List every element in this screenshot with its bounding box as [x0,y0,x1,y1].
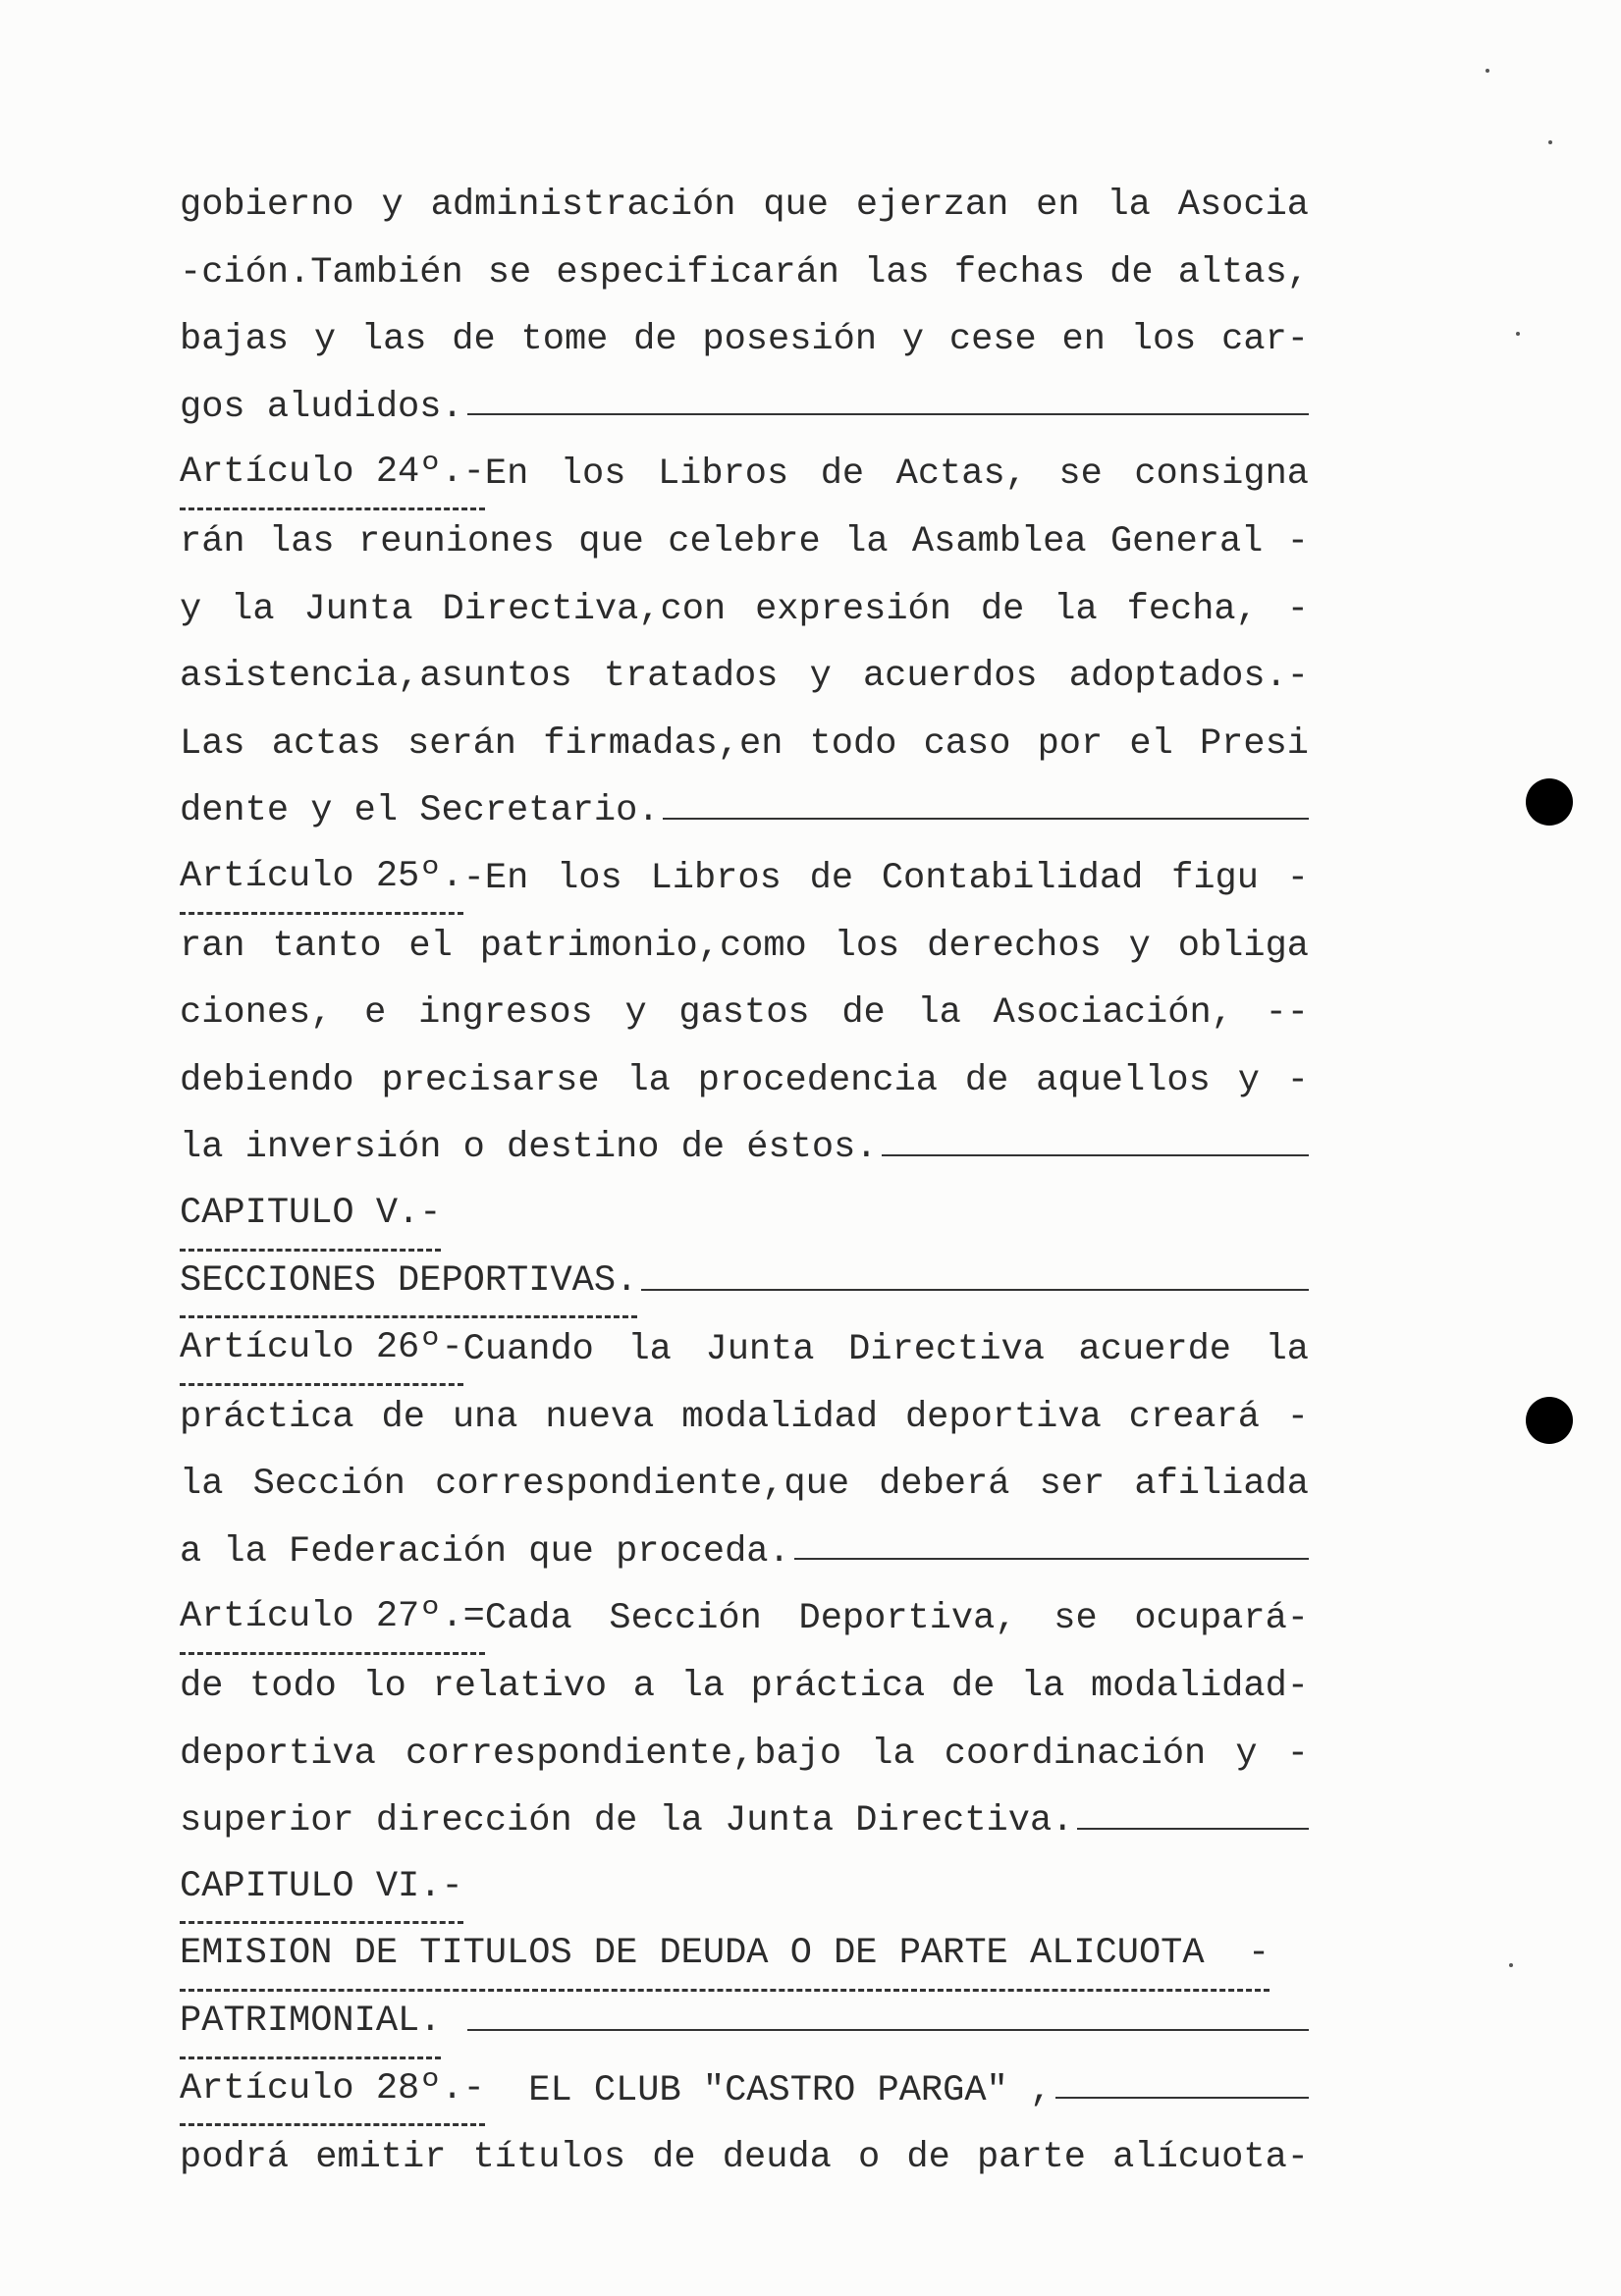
line-text: dente y el Secretario. [180,790,660,832]
text-line [180,1316,1309,1384]
dash-fill-line [467,2029,1309,2031]
underlined-heading: Artículo 25º. [180,843,463,915]
line-text: la Sección correspondiente,que deberá ser afiliada [180,1464,1309,1506]
line-text: superior dirección de la Junta Directiva. [180,1800,1074,1842]
text-line [180,1721,1309,1789]
text-line [180,643,1309,711]
speck [1516,332,1520,336]
text-line [180,845,1309,913]
line-text: rán las reuniones que celebre la Asamblea General - [180,520,1309,562]
dash-fill-line [663,818,1309,820]
text-line [180,1047,1309,1115]
punch-hole [1526,1397,1573,1444]
dash-fill-line [882,1154,1309,1156]
line-text: ciones, e ingresos y gastos de la Asociación, -- [180,992,1309,1035]
speck [1548,140,1552,144]
underlined-heading: Artículo 24º.- [180,439,485,510]
line-text: de todo lo relativo a la práctica de la modalidad- [180,1666,1309,1708]
line-text: deportiva correspondiente,bajo la coordinación y - [180,1733,1309,1775]
text-line [180,2124,1309,2192]
line-text: ran tanto el patrimonio,como los derechos y obliga [180,925,1309,967]
dash-fill-line [467,413,1309,415]
line-text: bajas y las de tome de posesión y cese en los car- [180,319,1309,361]
text-line [180,2057,1309,2125]
underlined-heading: PATRIMONIAL. [180,1988,441,2059]
line-text: asistencia,asuntos tratados y acuerdos adoptados.- [180,656,1309,698]
line-text: la inversión o destino de éstos. [180,1127,878,1169]
dash-fill-line [641,1289,1309,1291]
speck [1486,69,1489,73]
line-text: Cuando la Junta Directiva acuerde la [462,1329,1309,1371]
text-line [180,1250,1309,1317]
text-line [180,1519,1309,1586]
text-line [180,1585,1309,1653]
line-text: -En los Libros de Contabilidad figu - [462,857,1309,899]
underlined-heading: EMISION DE TITULOS DE DEUDA O DE PARTE ALICUOTA - [180,1920,1270,1992]
underlined-heading: Artículo 26º- [180,1314,463,1386]
text-line [180,711,1309,778]
text-line [180,1384,1309,1452]
text-line [180,1182,1309,1250]
punch-hole [1526,778,1573,826]
line-text: gos aludidos. [180,386,463,428]
dash-fill-line [1055,2097,1309,2099]
underlined-heading: Artículo 28º.- [180,2056,485,2127]
line-text: gobierno y administración que ejerzan en la Asocia [180,185,1309,226]
text-line [180,441,1309,508]
underlined-heading: CAPITULO VI.- [180,1853,463,1925]
line-text: y la Junta Directiva,con expresión de la fecha, - [180,588,1309,630]
text-line [180,576,1309,644]
line-text: debiendo precisarse la procedencia de aquellos y - [180,1059,1309,1101]
text-line [180,980,1309,1047]
text-line [180,240,1309,307]
text-line [180,1922,1309,1990]
typewritten-page [180,172,1309,2192]
line-text [441,1990,462,2057]
dash-fill-line [1077,1828,1309,1830]
text-line [180,1855,1309,1923]
line-text: Las actas serán firmadas,en todo caso por el Presi [180,722,1309,765]
line-text: -ción.También se especificarán las fechas de altas, [180,251,1309,294]
text-line [180,1114,1309,1182]
line-text: práctica de una nueva modalidad deportiva creará - [180,1396,1309,1438]
text-line [180,1788,1309,1855]
line-text: a la Federación que proceda. [180,1530,790,1573]
underlined-heading: SECCIONES DEPORTIVAS. [180,1248,637,1319]
underlined-heading: CAPITULO V.- [180,1180,441,1252]
text-line [180,172,1309,240]
text-line [180,1990,1309,2057]
speck [1509,1963,1513,1967]
text-line [180,306,1309,374]
text-line [180,374,1309,442]
text-line [180,913,1309,981]
text-line [180,508,1309,576]
underlined-heading: Artículo 27º.= [180,1583,485,1655]
line-text: podrá emitir títulos de deuda o de parte alícuota- [180,2137,1309,2179]
text-line [180,1451,1309,1519]
line-text: Cada Sección Deportiva, se ocupará- [484,1598,1309,1640]
line-text: En los Libros de Actas, se consigna [484,454,1309,496]
line-text: EL CLUB "CASTRO PARGA" , [484,2069,1053,2111]
text-line [180,1653,1309,1721]
dash-fill-line [794,1558,1309,1560]
text-line [180,777,1309,845]
